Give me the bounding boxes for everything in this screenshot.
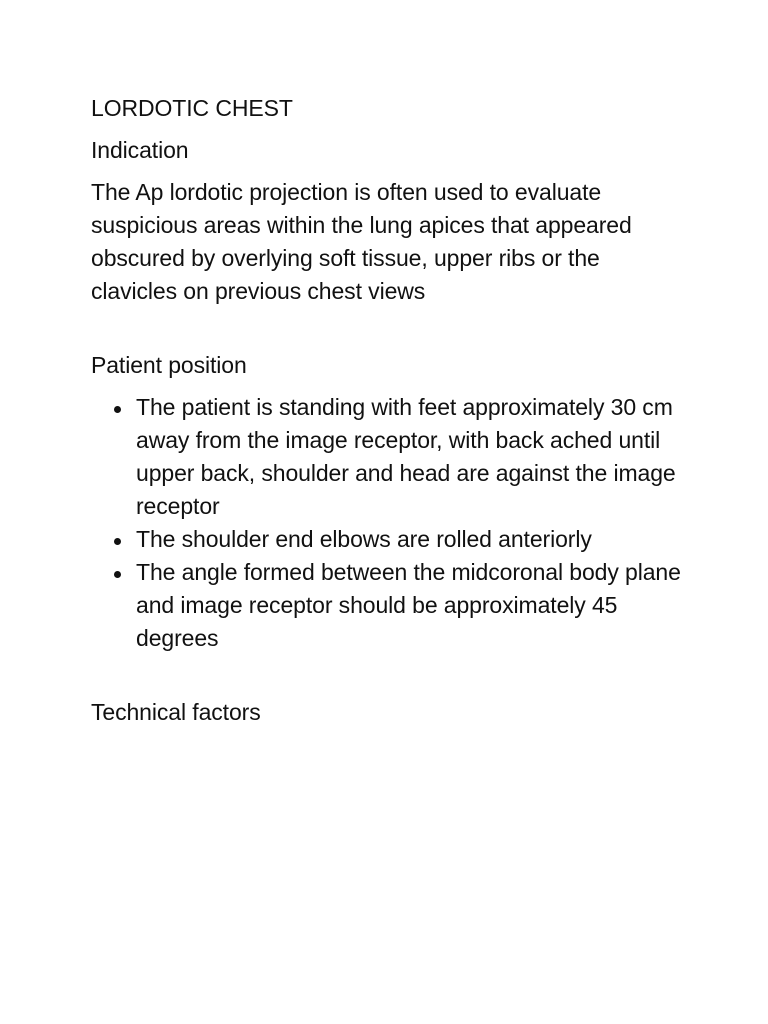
bullet-icon — [114, 571, 121, 578]
patient-position-item-1-text: The patient is standing with feet approximately 30 cm away from the image receptor, with back ached until upper back, shoulder and head are against the image receptor — [136, 394, 676, 519]
indication-heading: Indication — [91, 137, 189, 163]
technical-factors-heading: Technical factors — [91, 699, 261, 725]
patient-position-item-1 — [91, 391, 691, 523]
patient-position-item-2-text: The shoulder end elbows are rolled anteriorly — [136, 526, 592, 552]
section-spacer — [91, 308, 691, 349]
patient-position-list — [91, 391, 691, 655]
patient-position-item-3 — [91, 556, 691, 655]
document-content — [91, 92, 691, 738]
section-spacer — [91, 655, 691, 696]
indication-paragraph: The Ap lordotic projection is often used to evaluate suspicious areas within the lung apices that appeared obscured by overlying soft tissue, upper ribs or the clavicles on previous chest views — [91, 179, 632, 304]
patient-position-item-3-text: The angle formed between the midcoronal body plane and image receptor should be approximately 45 degrees — [136, 559, 681, 651]
document-title: LORDOTIC CHEST — [91, 95, 293, 121]
patient-position-heading: Patient position — [91, 352, 247, 378]
patient-position-item-2 — [91, 523, 691, 556]
bullet-icon — [114, 538, 121, 545]
bullet-icon — [114, 406, 121, 413]
